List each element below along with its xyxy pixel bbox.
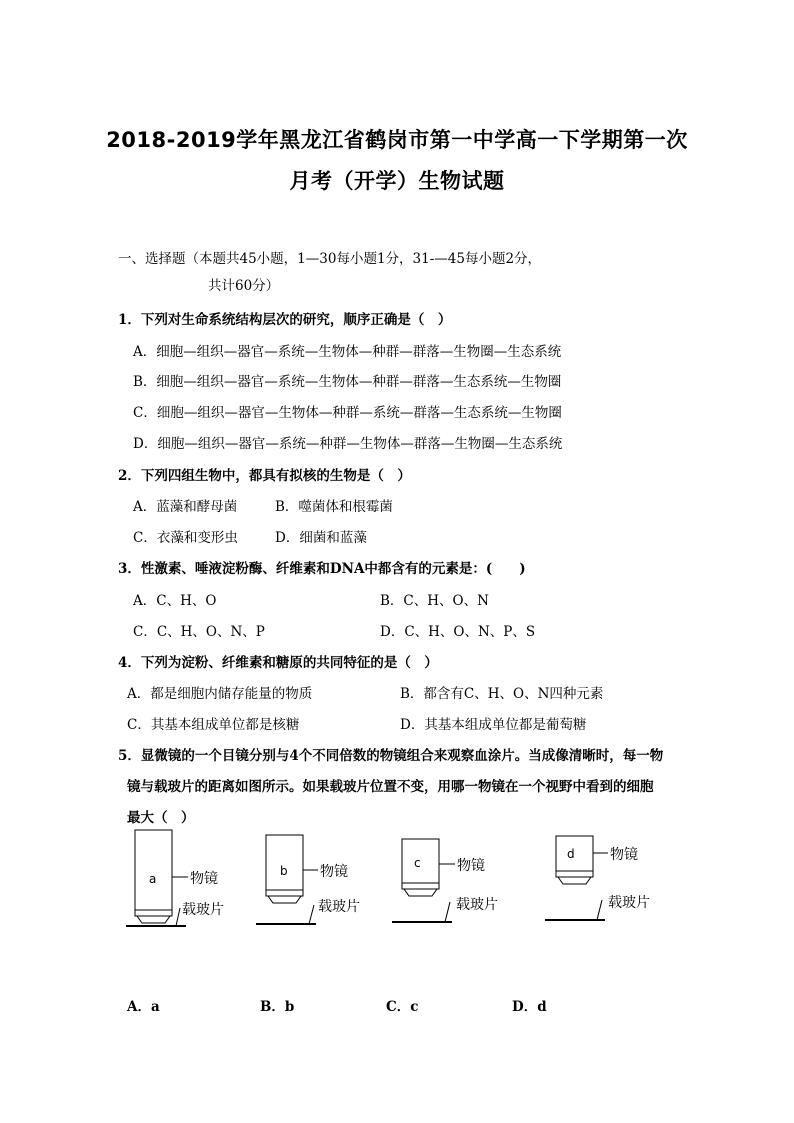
question-5-stem-line-1: 5．显微镜的一个目镜分别与4个不同倍数的物镜组合来观察血涂片。当成像清晰时，每一物 — [118, 748, 664, 764]
question-4-option-d: D．其基本组成单位都是葡萄糖 — [400, 717, 587, 733]
question-5-stem-line-3: 最大（ ） — [127, 810, 195, 826]
slide-a-label: 载玻片 — [182, 902, 224, 918]
slide-d-label: 载玻片 — [608, 895, 650, 911]
question-5-option-a: A．a — [127, 999, 160, 1015]
question-3-option-c: C．C、H、O、N、P — [133, 624, 265, 640]
question-3-option-a: A．C、H、O — [133, 593, 217, 609]
question-2-option-b: B．噬菌体和根霉菌 — [275, 499, 393, 515]
section-heading-cont: 共计60分） — [208, 278, 280, 294]
question-1-option-c: C．细胞—组织—器官—生物体—种群—系统—群落—生态系统—生物圈 — [133, 405, 562, 421]
objective-c-letter: c — [414, 856, 421, 870]
question-4-stem: 4．下列为淀粉、纤维素和糖原的共同特征的是（ ） — [118, 655, 438, 671]
objective-b-letter: b — [280, 864, 288, 878]
document-title-line-1: 2018-2019学年黑龙江省鹤岗市第一中学高一下学期第一次 — [106, 128, 688, 152]
slide-b-label: 载玻片 — [318, 899, 360, 915]
question-1-stem: 1．下列对生命系统结构层次的研究，顺序正确是（ ） — [118, 312, 452, 328]
question-1-option-a: A．细胞—组织—器官—系统—生物体—种群—群落—生物圈—生态系统 — [133, 344, 562, 360]
slide-c-label: 载玻片 — [456, 897, 498, 913]
objective-c — [392, 839, 498, 922]
question-2-option-c: C．衣藻和变形虫 — [133, 530, 238, 546]
question-2-option-a: A．蓝藻和酵母菌 — [133, 499, 238, 515]
objective-a-letter: a — [149, 872, 157, 886]
objective-d — [545, 836, 650, 920]
question-3-stem: 3．性激素、唾液淀粉酶、纤维素和DNA中都含有的元素是：( ) — [118, 561, 526, 577]
question-4-option-b: B．都含有C、H、O、N四种元素 — [400, 686, 604, 702]
question-5-option-b: B．b — [260, 999, 295, 1015]
question-1-option-d: D．细胞—组织—器官—系统—种群—生物体—群落—生物圈—生态系统 — [133, 436, 563, 452]
objective-d-letter: d — [567, 847, 575, 861]
question-5-stem-line-2: 镜与载玻片的距离如图所示。如果载玻片位置不变，用哪一物镜在一个视野中看到的细胞 — [127, 779, 654, 795]
objective-b — [256, 835, 360, 924]
question-2-option-d: D．细菌和蓝藻 — [275, 530, 367, 546]
objective-a-label: 物镜 — [190, 871, 218, 887]
question-3-option-d: D．C、H、O、N、P、S — [380, 624, 536, 640]
objective-b-label: 物镜 — [320, 864, 348, 880]
objective-c-label: 物镜 — [457, 858, 485, 874]
section-heading: 一、选择题（本题共45小题，1—30每小题1分，31-—45每小题2分， — [118, 251, 542, 267]
microscope-objectives-figure — [0, 825, 794, 945]
objective-a — [126, 830, 224, 926]
question-2-stem: 2．下列四组生物中，都具有拟核的生物是（ ） — [118, 468, 411, 484]
question-4-option-a: A．都是细胞内储存能量的物质 — [127, 686, 313, 702]
objective-d-label: 物镜 — [610, 847, 638, 863]
question-4-option-c: C．其基本组成单位都是核糖 — [127, 717, 300, 733]
question-3-option-b: B．C、H、O、N — [380, 593, 489, 609]
question-5-option-c: C．c — [386, 999, 419, 1015]
question-1-option-b: B．细胞—组织—器官—系统—生物体—种群—群落—生态系统—生物圈 — [133, 374, 562, 390]
question-5-option-d: D．d — [512, 999, 547, 1015]
document-title-line-2: 月考（开学）生物试题 — [289, 169, 505, 193]
